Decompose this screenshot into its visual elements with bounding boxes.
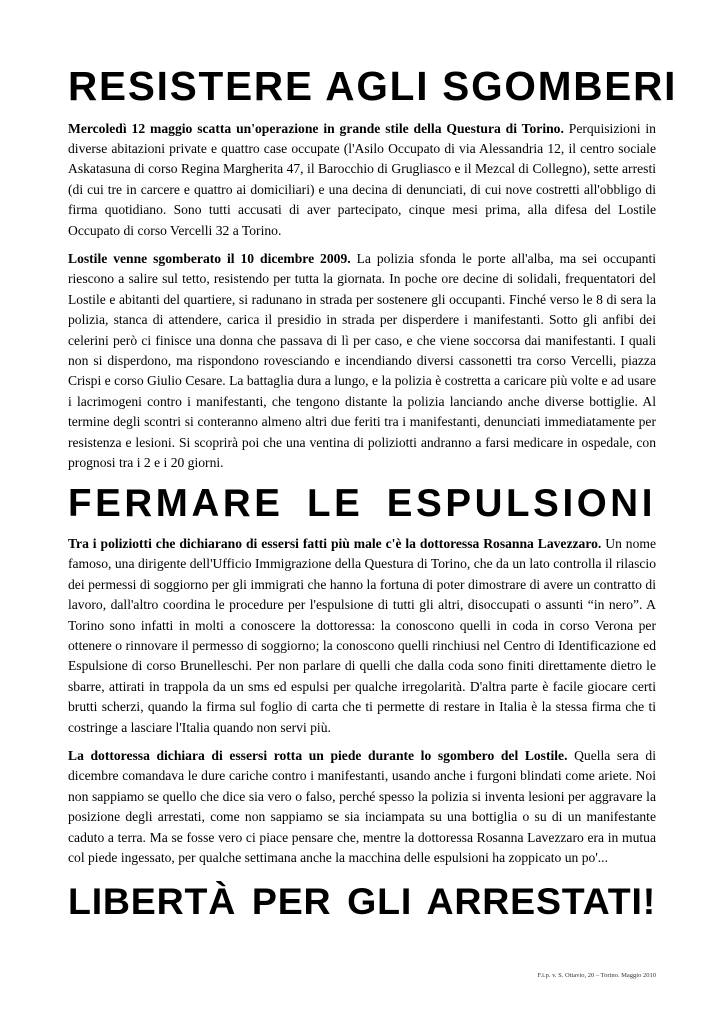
- paragraph-sgombero-lostile: [68, 249, 656, 473]
- paragraph-lead: La dottoressa dichiara di essersi rotta un piede durante lo sgombero del Lostile.: [68, 747, 568, 763]
- headline-liberta: LIBERTÀ PER GLI ARRESTATI!: [68, 880, 656, 923]
- paragraph-lead: Mercoledì 12 maggio scatta un'operazione in grande stile della Questura di Torino.: [68, 120, 564, 136]
- paragraph-body: Un nome famoso, una dirigente dell'Ufficio Immigrazione della Questura di Torino, che da un lato controlla il rilascio dei permessi di soggiorno per gli immigrati che hanno la fortuna di poter dimostrare di avere un contratto di lavoro, dall'altro coordina le procedure per l'espulsione di tutti gli altri, disoccupati o assunti “in nero”. A Torino sono infatti in molti a conoscere la dottoressa: la conoscono quelli in coda in corso Verona per ottenere o rinnovare il permesso di soggiorno; la conoscono quelli rinchiusi nel Centro di Identificazione ed Espulsione di corso Brunelleschi. Per non parlare di quelli che dalla coda sono finiti direttamente dietro le sbarre, attirati in trappola da un sms ed espulsi per qualche irregolarità. D'altra parte è facile giocare certi brutti scherzi, quando la firma sul foglio di carta che ti permette di restare in Italia è la stessa firma che ti costringe a lasciare l'Italia quando non servi più.: [68, 535, 657, 735]
- headline-resistere: RESISTERE AGLI SGOMBERI: [68, 63, 678, 109]
- footer-imprint: F.i.p. v. S. Ottavio, 20 – Torino. Maggio 2010: [537, 972, 656, 979]
- paragraph-lead: Tra i poliziotti che dichiarano di essersi fatti più male c'è la dottoressa Rosanna Lavezzaro.: [68, 535, 602, 551]
- headline-fermare: FERMARE LE ESPULSIONI: [68, 482, 656, 526]
- paragraph-lead: Lostile venne sgomberato il 10 dicembre 2009.: [68, 250, 351, 266]
- paragraph-operazione-questura: [68, 119, 656, 241]
- paragraph-piede-rotto: [68, 746, 656, 868]
- paragraph-body: Quella sera di dicembre comandava le dure cariche contro i manifestanti, usando anche i furgoni blindati come ariete. Noi non sappiamo se quello che dice sia vero o falso, perché spesso la polizia si inventa lesioni per aggravare la posizione degli arrestati, come non sappiamo se sia inciampata su una bottiglia o su di un manifestante caduto a terra. Ma se fosse vero ci piace pensare che, mentre la dottoressa Rosanna Lavezzaro era in mutua col piede ingessato, per qualche settimana anche la macchina delle espulsioni ha zoppicato un po'...: [68, 747, 656, 865]
- paragraph-body: La polizia sfonda le porte all'alba, ma sei occupanti riescono a salire sul tetto, resistendo per tutta la giornata. In poche ore decine di solidali, frequentatori del Lostile e abitanti del quartiere, si radunano in strada per sostenere gli occupanti. Finché verso le 8 di sera la polizia, stanca di attendere, carica il presidio in strada per disperdere i manifestanti. Sotto gli anfibi dei celerini però ci finisce una donna che passava di lì per caso, e che viene soccorsa dai manifestanti. I quali non si disperdono, ma rispondono rovesciando e incendiando diversi cassonetti tra corso Vercelli, piazza Crispi e corso Giulio Cesare. La battaglia dura a lungo, e la polizia è costretta a caricare più volte e ad usare i lacrimogeni contro i manifestanti, che tengono distante la polizia lanciando anche diverse bottiglie. Al termine degli scontri si conteranno almeno altri due feriti tra i manifestanti, denunciati immediatamente per resistenza e lesioni. Si scoprirà poi che una ventina di poliziotti andranno a farsi medicare in ospedale, con prognosi tra i 2 e i 20 giorni.: [68, 250, 656, 470]
- paragraph-body: Perquisizioni in diverse abitazioni private e quattro case occupate (l'Asilo Occupato di via Alessandria 12, il centro sociale Askatasuna di corso Regina Margherita 47, il Barocchio di Grugliasco e il Mezcal di Collegno), sette arresti (di cui tre in carcere e quattro ai domiciliari) e una decina di denunciati, di cui nove costretti all'obbligo di firma quotidiano. Sono tutti accusati di aver partecipato, cinque mesi prima, alla difesa del Lostile Occupato di corso Vercelli 32 a Torino.: [68, 120, 656, 238]
- paragraph-dottoressa: [68, 534, 656, 738]
